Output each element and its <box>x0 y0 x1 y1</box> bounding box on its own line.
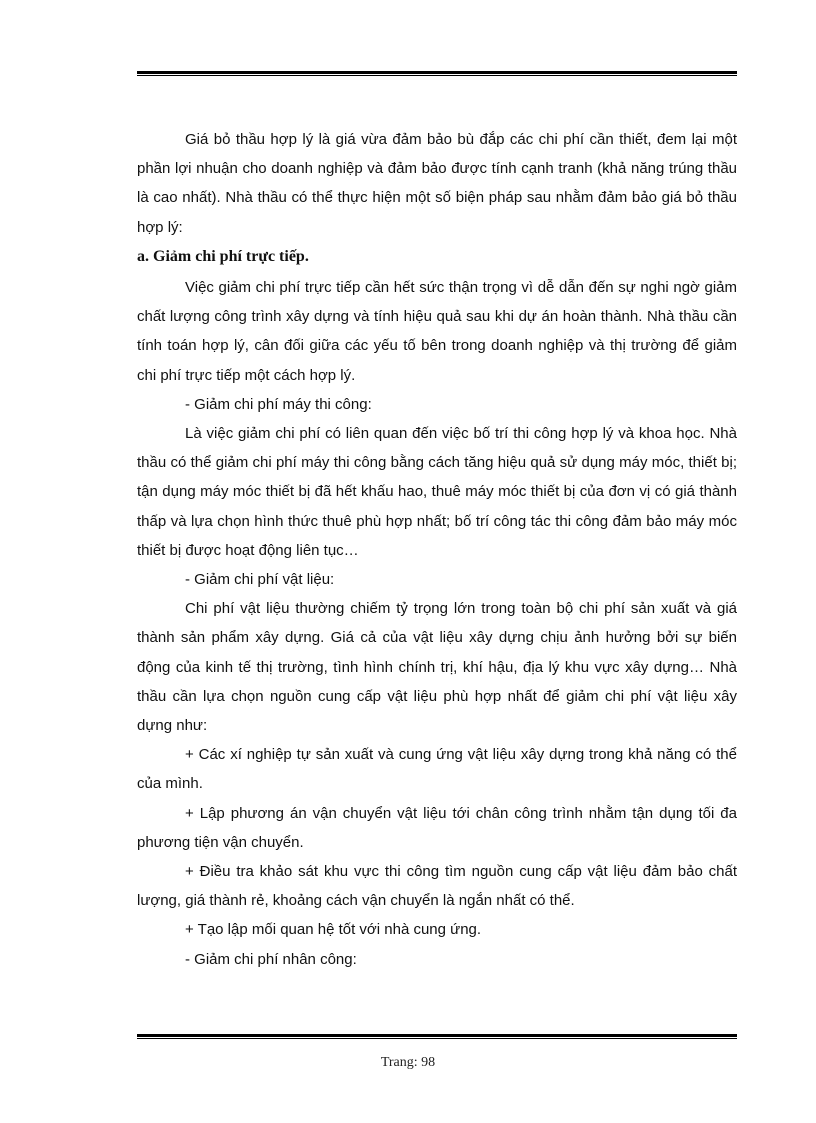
subheading-machine-cost: - Giảm chi phí máy thi công: <box>185 395 372 413</box>
bullet-survey-supply: + Điều tra khảo sát khu vực thi công tìm nguồn cung cấp vật liệu đảm bảo chất lượng, giá thành rẻ, khoảng cách vận chuyển là ngắn nhất có thể. <box>137 863 737 910</box>
paragraph-intro: Giá bỏ thầu hợp lý là giá vừa đảm bảo bù đắp các chi phí cần thiết, đem lại một phần lợi nhuận cho doanh nghiệp và đảm bảo được tính cạnh tranh (khả năng trúng thầu là cao nhất). Nhà thầu có thể thực hiện một số biện pháp sau nhằm đảm bảo giá bỏ thầu hợp lý: <box>137 131 737 236</box>
footer-rule <box>137 1034 737 1039</box>
page-number: Trang: 98 <box>380 1055 436 1070</box>
subheading-labor-cost: - Giảm chi phí nhân công: <box>185 950 357 968</box>
paragraph-machine-cost: Là việc giảm chi phí có liên quan đến việc bố trí thi công hợp lý và khoa học. Nhà thầu có thể giảm chi phí máy thi công bằng cách tăng hiệu quả sử dụng máy móc, thiết bị; tận dụng máy móc thiết bị đã hết khấu hao, thuê máy móc thiết bị của đơn vị có giá thành thấp và lựa chọn hình thức thuê phù hợp nhất; bố trí công tác thi công đảm bảo máy móc thiết bị được hoạt động liên tục… <box>137 425 737 559</box>
bullet-transport-plan: + Lập phương án vận chuyển vật liệu tới chân công trình nhằm tận dụng tối đa phương tiện vận chuyển. <box>137 804 737 851</box>
document-body <box>137 125 737 974</box>
bullet-supplier-relations: + Tạo lập mối quan hệ tốt với nhà cung ứng. <box>185 921 482 939</box>
subheading-material-cost: - Giảm chi phí vật liệu: <box>185 571 335 589</box>
section-heading-a: a. Giảm chi phí trực tiếp. <box>137 247 309 265</box>
header-rule <box>137 71 737 76</box>
paragraph-material-cost: Chi phí vật liệu thường chiếm tỷ trọng lớn trong toàn bộ chi phí sản xuất và giá thành sản phẩm xây dựng. Giá cả của vật liệu xây dựng chịu ảnh hưởng bởi sự biến động của kinh tế thị trường, tình hình chính trị, khí hậu, địa lý khu vực xây dựng… Nhà thầu cần lựa chọn nguồn cung cấp vật liệu phù hợp nhất để giảm chi phí vật liệu xây dựng như: <box>137 600 737 735</box>
bullet-self-production: + Các xí nghiệp tự sản xuất và cung ứng vật liệu xây dựng trong khả năng có thể của mình. <box>137 746 737 793</box>
paragraph-direct-cost: Việc giảm chi phí trực tiếp cần hết sức thận trọng vì dễ dẫn đến sự nghi ngờ giảm chất lượng công trình xây dựng và tính hiệu quả sau khi dự án hoàn thành. Nhà thầu cần tính toán hợp lý, cân đối giữa các yếu tố bên trong doanh nghiệp và thị trường để giảm chi phí trực tiếp một cách hợp lý. <box>137 279 737 384</box>
